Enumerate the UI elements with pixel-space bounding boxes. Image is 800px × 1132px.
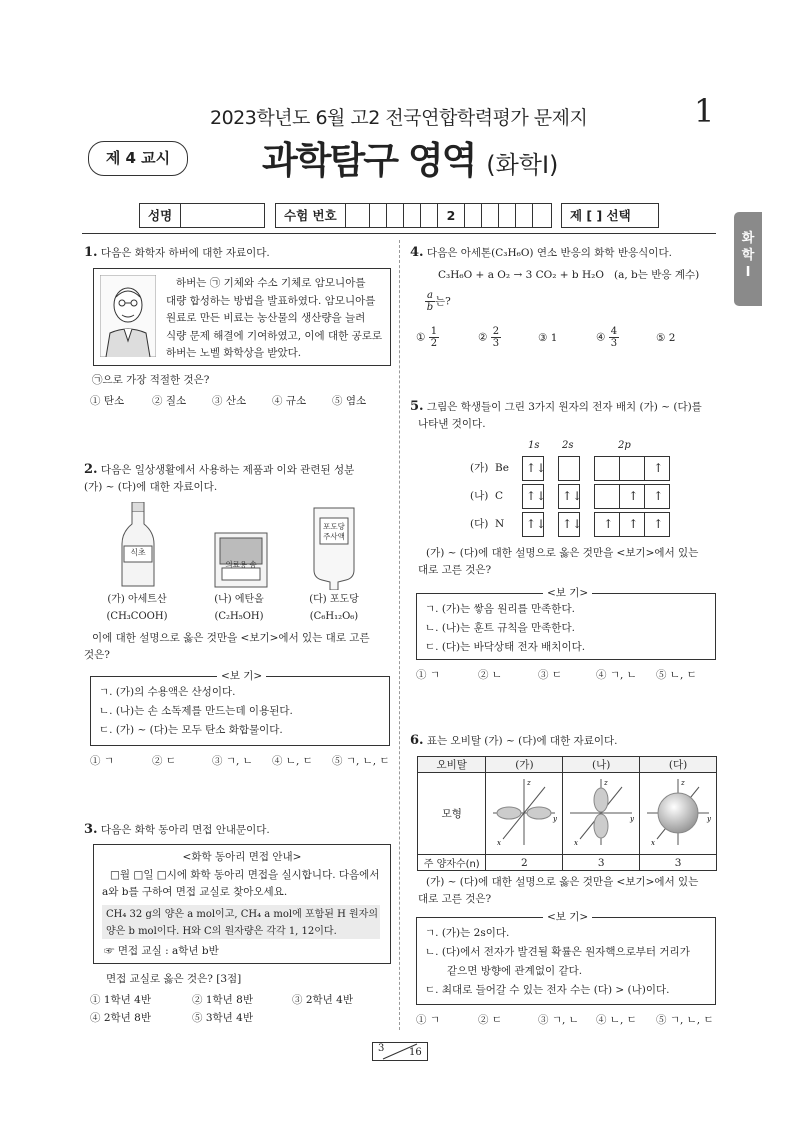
q2-choice-1[interactable]: ① ㄱ <box>90 755 114 767</box>
q2-bogi-item-3: ㄷ. (가) ~ (다)는 모두 탄소 화합물이다. <box>99 724 283 736</box>
q2-choice-5[interactable]: ⑤ ㄱ, ㄴ, ㄷ <box>332 755 390 767</box>
q5-choice-5[interactable]: ⑤ ㄴ, ㄷ <box>656 669 697 681</box>
subject-side-tab: 화 학 Ⅰ <box>734 212 762 306</box>
q1-passage: 하버는 ㉠ 기체와 수소 기체로 암모니아를 대량 합성하는 방법을 발표하였다. 암모니아를 원료로 만든 비료는 농산물의 생산량을 늘려 식량 문제 해결에 기여하였고, 이에 대한 공로로 하버는 노벨 화학상을 받았다. <box>166 277 383 359</box>
q6-bogi-item-2: ㄴ. (다)에서 전자가 발견될 확률은 원자핵으로부터 거리가 <box>425 946 690 958</box>
q3-choice-5[interactable]: ⑤ 3학년 4반 <box>192 1012 253 1024</box>
subject-title <box>262 130 558 184</box>
orbital-box: ↑↓ <box>558 512 580 537</box>
axis-y: y <box>553 815 558 823</box>
cotton-box-label: 의료용 솜 <box>225 560 257 569</box>
row-da-boxes <box>522 512 669 537</box>
axis-z: z <box>681 779 685 787</box>
q1-question: ㉠으로 가장 적절한 것은? <box>92 374 210 386</box>
orbital-box: ↑ <box>594 512 620 537</box>
q3-question: 면접 교실로 옳은 것은? [3점] <box>106 973 242 985</box>
vinegar-label: 식초 <box>130 548 146 557</box>
q4-choice-2[interactable]: ② $\frac{2}{3}$ <box>478 326 500 349</box>
q1-passage-box <box>93 268 391 366</box>
table-header-da: (다) <box>640 757 717 773</box>
page-total: 16 <box>409 1047 422 1058</box>
axis-x: x <box>651 839 656 847</box>
n-label: 주 양자수(n) <box>418 855 486 871</box>
q3-condition: CH₄ 32 g의 양은 a mol이고, CH₄ a mol에 포함된 H 원자의 양은 b mol이다. H와 C의 원자량은 각각 1, 12이다. <box>106 909 378 937</box>
q2-choice-4[interactable]: ④ ㄴ, ㄷ <box>272 755 313 767</box>
q3-room: ☞ 면접 교실 : a학년 b반 <box>104 945 219 957</box>
exam-title: 2023학년도 6월 고2 전국연합학력평가 문제지 <box>210 107 588 129</box>
q5-question: (가) ~ (다)에 대한 설명으로 옳은 것만을 <보기>에서 있는 대로 고른 것은? <box>418 547 699 576</box>
q2-item-3: (다) 포도당 (C₆H₁₂O₆) <box>309 594 359 622</box>
q6-choice-3[interactable]: ③ ㄱ, ㄴ <box>538 1014 579 1026</box>
q6-bogi-box <box>416 911 716 1005</box>
haber-portrait <box>100 275 156 357</box>
p-orbital-ga-image <box>487 773 561 851</box>
q5-bogi-item-1: ㄱ. (가)는 쌓음 원리를 만족한다. <box>425 603 575 615</box>
q6-bogi-item-1: ㄱ. (가)는 2s이다. <box>425 927 510 939</box>
model-ga-cell <box>486 773 563 855</box>
page-indicator <box>372 1042 428 1061</box>
q6-bogi-item-2b: 같으면 방향에 관계없이 같다. <box>447 965 583 977</box>
session-badge: 제 4 교시 <box>88 141 188 176</box>
row-na-boxes <box>522 484 669 509</box>
orbital-box: ↑ <box>619 512 645 537</box>
q3-notice-title: <화학 동아리 면접 안내> <box>182 851 302 863</box>
header-rule <box>82 233 716 234</box>
choice-field[interactable] <box>561 203 659 228</box>
q2-bogi-item-2: ㄴ. (나)는 손 소독제를 만드는데 이용된다. <box>99 705 293 717</box>
orbital-box: ↑ <box>644 456 670 481</box>
axis-y: y <box>707 815 712 823</box>
table-header-ga: (가) <box>486 757 563 773</box>
q5-stem: 5. 그림은 학생들이 그린 3가지 원자의 전자 배치 (가) ~ (다)를 나타낸 것이다. <box>410 399 702 430</box>
q5-choice-2[interactable]: ② ㄴ <box>478 669 502 681</box>
n-value-na: 3 <box>563 855 640 871</box>
q5-choice-3[interactable]: ③ ㄷ <box>538 669 562 681</box>
q6-choice-1[interactable]: ① ㄱ <box>416 1014 440 1026</box>
orbital-box <box>594 456 620 481</box>
orbital-box: ↑ <box>619 484 645 509</box>
q4-choice-5[interactable]: ⑤ 2 <box>656 332 676 344</box>
q4-choice-3[interactable]: ③ 1 <box>538 332 558 344</box>
q2-item-2: (나) 에탄올 (C₂H₅OH) <box>214 594 264 622</box>
q6-bogi-title: <보 기> <box>543 910 592 924</box>
table-header-na: (나) <box>563 757 640 773</box>
q5-choice-4[interactable]: ④ ㄱ, ㄴ <box>596 669 637 681</box>
n-value-da: 3 <box>640 855 717 871</box>
q3-notice-body: □월 □일 □시에 화학 동아리 면접을 실시합니다. 다음에서 a와 b를 구하여 면접 교실로 찾아오세요. <box>102 869 380 898</box>
q1-choice-4[interactable]: ④ 규소 <box>272 395 307 407</box>
orbital-table <box>417 756 717 871</box>
name-field[interactable] <box>139 203 265 228</box>
row-ga-boxes <box>522 456 669 481</box>
q6-choice-2[interactable]: ② ㄷ <box>478 1014 502 1026</box>
vinegar-bottle-image <box>118 502 158 588</box>
row-na: (나) C <box>470 490 504 502</box>
table-header-orbital: 오비탈 <box>418 757 486 773</box>
q2-choice-3[interactable]: ③ ㄱ, ㄴ <box>212 755 253 767</box>
orbital-box: ↑ <box>644 512 670 537</box>
q4-question: $\frac{a}{b}$는? <box>426 290 451 313</box>
page-current: 3 <box>378 1043 385 1054</box>
q5-choice-1[interactable]: ① ㄱ <box>416 669 440 681</box>
orbital-box: ↑ <box>644 484 670 509</box>
orbital-box <box>558 456 580 481</box>
row-ga: (가) Be <box>470 462 509 474</box>
q2-question: 이에 대한 설명으로 옳은 것만을 <보기>에서 있는 대로 고른 것은? <box>84 632 370 661</box>
q6-bogi-item-3: ㄷ. 최대로 들어갈 수 있는 전자 수는 (다) > (나)이다. <box>425 984 670 996</box>
q2-bogi-box <box>90 670 390 746</box>
q3-condition-panel <box>102 905 380 939</box>
p-orbital-na-image <box>564 773 638 851</box>
q4-choice-1[interactable]: ① $\frac{1}{2}$ <box>416 326 438 349</box>
model-label: 모형 <box>418 773 486 855</box>
q4-choice-4[interactable]: ④ $\frac{4}{3}$ <box>596 326 618 349</box>
q6-question: (가) ~ (다)에 대한 설명으로 옳은 것만을 <보기>에서 있는 대로 고른 것은? <box>418 876 699 905</box>
q4-equation: C₃H₆O + a O₂ → 3 CO₂ + b H₂O (a, b는 반응 계수) <box>438 269 700 281</box>
orbital-box: ↑↓ <box>522 484 544 509</box>
axis-x: x <box>574 839 579 847</box>
exam-number-field[interactable] <box>275 203 552 228</box>
q4-stem: 4. 다음은 아세톤(C₃H₆O) 연소 반응의 화학 반응식이다. <box>410 245 672 260</box>
q5-bogi-title: <보 기> <box>543 586 592 600</box>
n-value-ga: 2 <box>486 855 563 871</box>
orbital-box: ↑↓ <box>558 484 580 509</box>
choice-label: 제 [ ] 선택 <box>570 208 631 223</box>
row-da: (다) N <box>470 518 505 530</box>
q3-notice-box <box>93 844 391 964</box>
q3-choice-2[interactable]: ② 1학년 8반 <box>192 994 253 1006</box>
orbital-header-1s: 1s <box>528 440 540 451</box>
subject-sub: (화학Ⅰ) <box>486 151 559 179</box>
orbital-box: ↑↓ <box>522 512 544 537</box>
axis-z: z <box>604 779 608 787</box>
orbital-header-2p: 2p <box>618 440 631 451</box>
orbital-box: ↑↓ <box>522 456 544 481</box>
model-da-cell <box>640 773 717 855</box>
orbital-box <box>594 484 620 509</box>
q5-bogi-box <box>416 587 716 660</box>
q2-item-1: (가) 아세트산 (CH₃COOH) <box>106 594 168 622</box>
column-divider <box>399 240 400 1030</box>
electron-config-diagram <box>470 456 670 540</box>
name-label: 성명 <box>140 204 181 227</box>
glucose-bag-label: 포도당 주사액 <box>323 522 345 541</box>
q5-bogi-item-2: ㄴ. (나)는 훈트 규칙을 만족한다. <box>425 622 575 634</box>
q1-choice-1[interactable]: ① 탄소 <box>90 395 125 407</box>
axis-x: x <box>497 839 502 847</box>
q2-bogi-title: <보 기> <box>217 669 266 683</box>
q1-choice-2[interactable]: ② 질소 <box>152 395 187 407</box>
model-na-cell <box>563 773 640 855</box>
q3-choice-1[interactable]: ① 1학년 4반 <box>90 994 151 1006</box>
q2-choice-2[interactable]: ② ㄷ <box>152 755 176 767</box>
q3-choice-3[interactable]: ③ 2학년 4반 <box>292 994 353 1006</box>
q2-stem: 2. 다음은 일상생활에서 사용하는 제품과 이와 관련된 성분 (가) ~ (다)에 대한 자료이다. <box>84 462 355 493</box>
q6-stem: 6. 표는 오비탈 (가) ~ (다)에 대한 자료이다. <box>410 733 618 748</box>
orbital-header-2s: 2s <box>562 440 574 451</box>
q3-stem: 3. 다음은 화학 동아리 면접 안내문이다. <box>84 822 270 837</box>
axis-z: z <box>527 779 532 787</box>
s-orbital-da-image <box>641 773 715 851</box>
glucose-bag-image <box>310 504 358 590</box>
exam-number-digit: 2 <box>438 204 465 227</box>
exam-number-label: 수험 번호 <box>276 204 346 227</box>
q6-choice-4[interactable]: ④ ㄴ, ㄷ <box>596 1014 637 1026</box>
q3-choice-4[interactable]: ④ 2학년 8반 <box>90 1012 151 1024</box>
q1-stem: 1. 다음은 화학자 하버에 대한 자료이다. <box>84 245 270 260</box>
q1-choice-5[interactable]: ⑤ 염소 <box>332 395 367 407</box>
axis-y: y <box>630 815 635 823</box>
orbital-box <box>619 456 645 481</box>
q6-choice-5[interactable]: ⑤ ㄱ, ㄴ, ㄷ <box>656 1014 714 1026</box>
q3-choices <box>90 992 395 1032</box>
q1-choice-3[interactable]: ③ 산소 <box>212 395 247 407</box>
q5-bogi-item-3: ㄷ. (다)는 바닥상태 전자 배치이다. <box>425 641 586 653</box>
q2-bogi-item-1: ㄱ. (가)의 수용액은 산성이다. <box>99 686 236 698</box>
page-number: 1 <box>694 92 715 130</box>
subject-main: 과학탐구 영역 <box>262 139 476 182</box>
